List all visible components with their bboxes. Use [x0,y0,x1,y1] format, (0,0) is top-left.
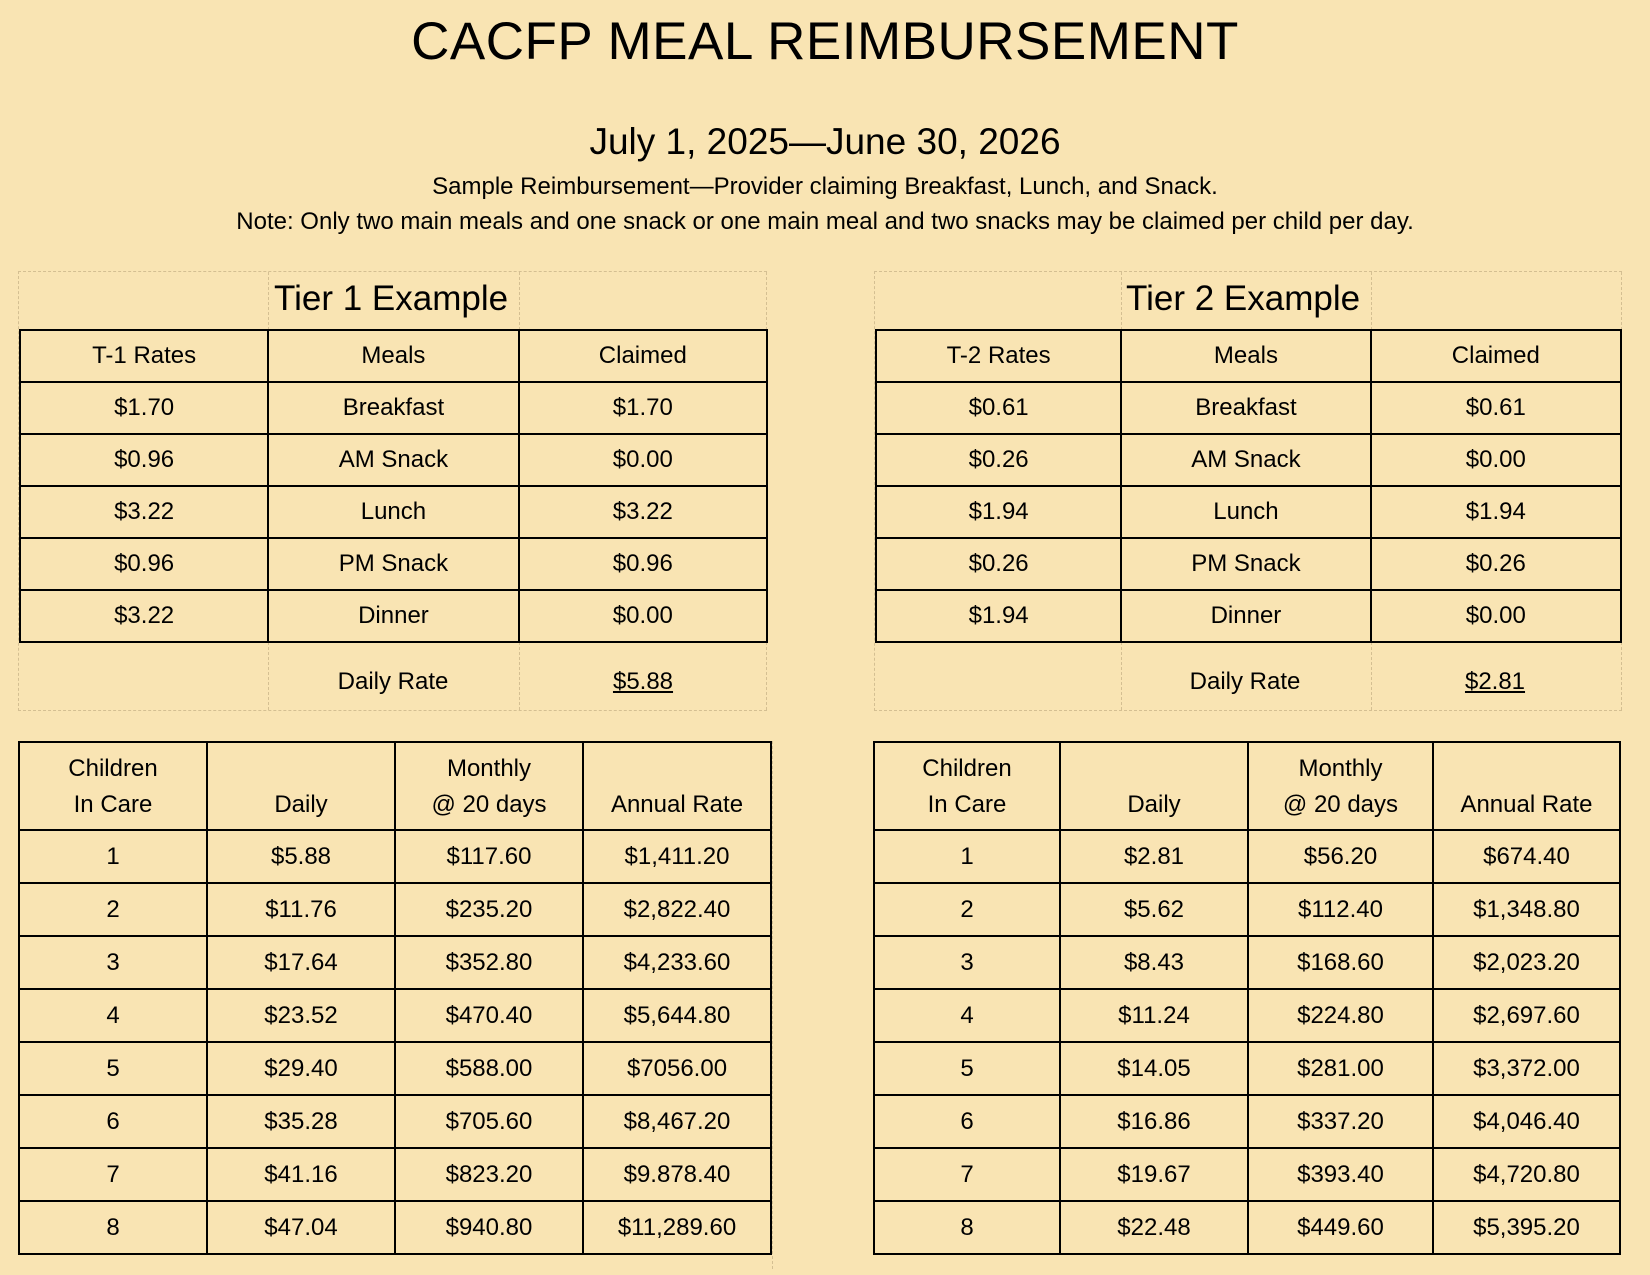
children-count: 3 [19,936,207,989]
table-row [874,883,1620,936]
table-row [876,434,1621,486]
rate-cell: $0.26 [876,434,1121,486]
rate-cell: $0.61 [876,382,1121,434]
children-count: 6 [19,1095,207,1148]
meal-cell: Dinner [1121,590,1370,642]
monthly-cell: $112.40 [1248,883,1433,936]
column-header: Meals [268,330,518,382]
children-count: 3 [874,936,1060,989]
table-row [876,538,1621,590]
tier1-block [18,271,766,709]
monthly-cell: $705.60 [395,1095,583,1148]
monthly-cell: $281.00 [1248,1042,1433,1095]
daily-cell: $19.67 [1060,1148,1248,1201]
rate-cell: $1.94 [876,486,1121,538]
claimed-cell: $0.00 [519,590,767,642]
tier1-rates-table [19,329,768,643]
meal-cell: PM Snack [268,538,518,590]
children-count: 5 [874,1042,1060,1095]
table-row [20,590,767,642]
annual-cell: $8,467.20 [583,1095,771,1148]
daily-cell: $5.62 [1060,883,1248,936]
rate-cell: $0.26 [876,538,1121,590]
annual-cell: $3,372.00 [1433,1042,1620,1095]
children-count: 2 [19,883,207,936]
column-header: Meals [1121,330,1370,382]
annual-cell: $2,023.20 [1433,936,1620,989]
sample-description: Sample Reimbursement—Provider claiming Breakfast, Lunch, and Snack. [432,173,1218,200]
table-row [874,830,1620,883]
claimed-cell: $1.94 [1371,486,1621,538]
claim-note: Note: Only two main meals and one snack or one main meal and two snacks may be claimed per child per day. [236,208,1414,235]
monthly-cell: $56.20 [1248,830,1433,883]
tier2-block [874,271,1622,709]
table-header-row [876,330,1621,382]
table-row [19,989,771,1042]
table-row [876,590,1621,642]
rate-cell: $1.70 [20,382,268,434]
table-row [876,382,1621,434]
claimed-cell: $0.00 [519,434,767,486]
column-header: T-1 Rates [20,330,268,382]
table-row [19,1148,771,1201]
claimed-cell: $0.26 [1371,538,1621,590]
children-count: 7 [19,1148,207,1201]
claimed-cell: $1.70 [519,382,767,434]
daily-cell: $41.16 [207,1148,395,1201]
annual-cell: $11,289.60 [583,1201,771,1254]
daily-cell: $2.81 [1060,830,1248,883]
column-header-monthly: Monthly @ 20 days [395,742,583,830]
annual-cell: $2,697.60 [1433,989,1620,1042]
children-count: 1 [874,830,1060,883]
annual-cell: $4,233.60 [583,936,771,989]
annual-cell: $5,644.80 [583,989,771,1042]
table-row [19,936,771,989]
children-count: 8 [19,1201,207,1254]
annual-cell: $4,046.40 [1433,1095,1620,1148]
daily-cell: $14.05 [1060,1042,1248,1095]
annual-cell: $2,822.40 [583,883,771,936]
annual-cell: $1,411.20 [583,830,771,883]
column-header-children: Children In Care [874,742,1060,830]
monthly-cell: $235.20 [395,883,583,936]
rate-cell: $3.22 [20,486,268,538]
annual-cell: $9.878.40 [583,1148,771,1201]
table-row [876,486,1621,538]
tier1-children-block [18,741,772,1269]
annual-cell: $7056.00 [583,1042,771,1095]
children-count: 4 [874,989,1060,1042]
meal-cell: Breakfast [268,382,518,434]
meal-cell: Breakfast [1121,382,1370,434]
table-row [20,434,767,486]
daily-cell: $5.88 [207,830,395,883]
monthly-cell: $224.80 [1248,989,1433,1042]
table-row [20,538,767,590]
table-row [874,936,1620,989]
daily-cell: $8.43 [1060,936,1248,989]
children-count: 5 [19,1042,207,1095]
rate-cell: $0.96 [20,538,268,590]
table-row [20,486,767,538]
rate-cell: $3.22 [20,590,268,642]
table-row [874,1095,1620,1148]
daily-rate-label: Daily Rate [337,668,449,695]
tier2-children-block [873,741,1621,1269]
meal-cell: Lunch [1121,486,1370,538]
monthly-cell: $940.80 [395,1201,583,1254]
meal-cell: Lunch [268,486,518,538]
daily-cell: $29.40 [207,1042,395,1095]
rate-cell: $1.94 [876,590,1121,642]
children-count: 4 [19,989,207,1042]
monthly-cell: $449.60 [1248,1201,1433,1254]
children-count: 6 [874,1095,1060,1148]
column-header-children: Children In Care [19,742,207,830]
daily-cell: $11.76 [207,883,395,936]
daily-rate-value: $5.88 [612,668,674,695]
children-count: 8 [874,1201,1060,1254]
monthly-cell: $588.00 [395,1042,583,1095]
tier2-children-table [873,741,1621,1255]
table-row [874,989,1620,1042]
column-header: Claimed [519,330,767,382]
monthly-cell: $168.60 [1248,936,1433,989]
daily-cell: $23.52 [207,989,395,1042]
annual-cell: $1,348.80 [1433,883,1620,936]
rate-cell: $0.96 [20,434,268,486]
table-row [19,830,771,883]
daily-cell: $22.48 [1060,1201,1248,1254]
table-row [19,1095,771,1148]
table-header-row [874,742,1620,830]
daily-cell: $47.04 [207,1201,395,1254]
table-header-row [19,742,771,830]
meal-cell: PM Snack [1121,538,1370,590]
daily-rate-label: Daily Rate [1189,668,1301,695]
column-header-daily: Daily [207,742,395,830]
table-row [20,382,767,434]
tier1-daily-rate-row [18,655,766,709]
annual-cell: $4,720.80 [1433,1148,1620,1201]
tier2-rates-table [875,329,1622,643]
monthly-cell: $117.60 [395,830,583,883]
children-count: 2 [874,883,1060,936]
claimed-cell: $3.22 [519,486,767,538]
meal-cell: Dinner [268,590,518,642]
table-row [19,1042,771,1095]
annual-cell: $5,395.20 [1433,1201,1620,1254]
daily-cell: $16.86 [1060,1095,1248,1148]
daily-cell: $17.64 [207,936,395,989]
column-header-annual: Annual Rate [1433,742,1620,830]
annual-cell: $674.40 [1433,830,1620,883]
page-title: CACFP MEAL REIMBURSEMENT [411,12,1239,71]
table-row [19,1201,771,1254]
tier1-children-table [18,741,772,1255]
claimed-cell: $0.00 [1371,590,1621,642]
tier2-heading: Tier 2 Example [1126,279,1361,318]
column-header: T-2 Rates [876,330,1121,382]
tier1-heading: Tier 1 Example [274,279,509,318]
table-row [874,1148,1620,1201]
table-row [874,1201,1620,1254]
column-header-daily: Daily [1060,742,1248,830]
meal-cell: AM Snack [268,434,518,486]
children-count: 1 [19,830,207,883]
date-range: July 1, 2025—June 30, 2026 [589,121,1061,162]
monthly-cell: $470.40 [395,989,583,1042]
column-header-annual: Annual Rate [583,742,771,830]
monthly-cell: $337.20 [1248,1095,1433,1148]
column-header: Claimed [1371,330,1621,382]
table-header-row [20,330,767,382]
tier2-daily-rate-row [874,655,1622,709]
monthly-cell: $823.20 [395,1148,583,1201]
daily-cell: $35.28 [207,1095,395,1148]
table-row [19,883,771,936]
table-row [874,1042,1620,1095]
meal-cell: AM Snack [1121,434,1370,486]
claimed-cell: $0.96 [519,538,767,590]
claimed-cell: $0.61 [1371,382,1621,434]
monthly-cell: $393.40 [1248,1148,1433,1201]
claimed-cell: $0.00 [1371,434,1621,486]
children-count: 7 [874,1148,1060,1201]
monthly-cell: $352.80 [395,936,583,989]
column-header-monthly: Monthly @ 20 days [1248,742,1433,830]
daily-rate-value: $2.81 [1464,668,1526,695]
daily-cell: $11.24 [1060,989,1248,1042]
